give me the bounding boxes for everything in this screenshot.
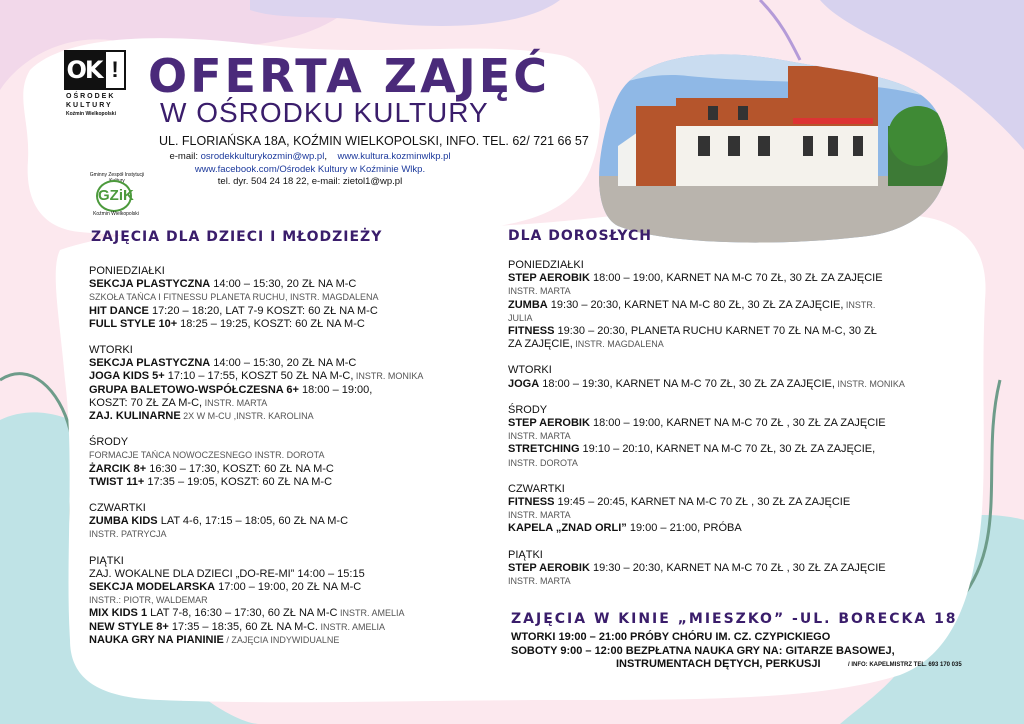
activity-name: KAPELA „ZNAD ORLI” [508,522,627,535]
day-group [89,555,423,647]
activity-details: ZA ZAJĘCIE, [508,338,573,351]
gzik-logo [86,172,144,218]
activity-name: SEKCJA PLASTYCZNA [89,278,211,291]
activity-line [89,410,423,423]
activity-name: FULL STYLE 10+ [89,317,178,330]
day-group [89,265,423,331]
address-line: UL. FLORIAŃSKA 18A, KOŹMIN WIELKOPOLSKI, INFO. TEL. 62/ 721 66 57 [159,134,589,148]
activity-name: ZUMBA [508,298,548,311]
cinema-row [511,645,895,659]
activity-name: ZAJ. KULINARNE [89,410,181,423]
logo-line-1: OŚRODEK [66,93,116,100]
activity-details: 17:10 – 17:55, KOSZT 50 ZŁ NA M-C, [164,370,354,383]
activity-details: 18:00 – 19:30, KARNET NA M-C 70 ZŁ, 30 ZŁ ZA ZAJĘCIE, [539,377,835,390]
activity-line [89,370,423,383]
day-group [508,549,905,589]
activity-details: 18:00 – 19:00, [298,383,373,396]
activity-line [508,325,905,338]
activity-line [89,318,423,331]
activity-note: INSTR. MONIKA [834,378,905,389]
activity-name: FITNESS [508,325,555,338]
day-label: ŚRODY [508,403,548,416]
activity-line [89,607,423,620]
activity-name: SEKCJA PLASTYCZNA [89,357,211,370]
activity-details: 16:30 – 17:30, KOSZT: 60 ZŁ NA M-C [146,462,334,475]
day-group [89,436,423,489]
activity-details: 14:00 – 15:30, 20 ZŁ NA M-C [210,357,357,370]
activity-details: 19:10 – 20:10, KARNET NA M-C 70 ZŁ, 30 ZŁ ZA ZAJĘCIE, [579,443,876,456]
activity-note: INSTR. AMELIA [337,608,405,619]
day-group [508,364,905,390]
activity-line [508,338,905,351]
activity-details: 14:00 – 15:30, 20 ZŁ NA M-C [210,278,357,291]
activity-line [89,384,423,397]
day-label: CZWARTKI [89,502,146,515]
activity-line [508,522,905,535]
activity-line [89,634,423,647]
activity-line [508,417,905,430]
cinema-row-day: SOBOTY [511,644,558,657]
activity-note: INSTR. MARTA [508,576,571,587]
activity-name: ZUMBA KIDS [89,515,158,528]
activity-line [89,528,423,541]
activity-line [508,562,905,575]
activity-name: ŻARCIK 8+ [89,462,147,475]
activity-line [508,496,905,509]
activity-name: TWIST 11+ [89,475,145,488]
activity-line [508,457,905,470]
cinema-schedule [511,631,895,672]
activity-details: 17:35 – 19:05, KOSZT: 60 ZŁ NA M-C [144,475,333,488]
activity-details: 19:00 – 21:00, PRÓBA [626,522,742,535]
activity-line [89,594,423,607]
activity-details: 18:00 – 19:00, KARNET NA M-C 70 ZŁ, 30 ZŁ ZA ZAJĘCIE [589,272,883,285]
activity-note: INSTR. [843,299,876,310]
day-group [508,483,905,536]
activity-details: LAT 4-6, 17:15 – 18:05, 60 ZŁ NA M-C [157,515,349,528]
activity-name: FITNESS [508,496,555,509]
activity-line [89,291,423,304]
phone-line: tel. dyr. 504 24 18 22, e-mail: zietol1@wp.pl [217,176,403,187]
activity-details: LAT 7-8, 16:30 – 17:30, 60 ZŁ NA M-C [147,607,338,620]
activity-name: SEKCJA MODELARSKA [89,581,216,594]
activity-line [508,575,905,588]
day-label: CZWARTKI [508,482,565,495]
activity-details: 19:30 – 20:30, KARNET NA M-C 80 ZŁ, 30 ZŁ ZA ZAJĘCIE, [547,298,844,311]
activity-line [89,357,423,370]
adults-schedule [508,259,905,601]
activity-line [89,581,423,594]
activity-note: INSTR. PATRYCJA [89,529,167,540]
activity-line [89,397,423,410]
activity-name: HIT DANCE [89,304,149,317]
activity-name: NEW STYLE 8+ [89,620,169,633]
cinema-row-text: 9:00 – 12:00 BEZPŁATNA NAUKA GRY NA: GITARZE BASOWEJ, [557,644,895,657]
activity-line [508,272,905,285]
activity-note: INSTR. MARTA [202,397,268,408]
day-group [89,502,423,542]
activity-line [89,568,423,581]
activity-details: 19:30 – 20:30, KARNET NA M-C 70 ZŁ , 30 ZŁ ZA ZAJĘCIE [589,561,886,574]
activity-name: STEP AEROBIK [508,417,590,430]
activity-name: STRETCHING [508,443,580,456]
contact-block: e-mail: osrodekkulturykozmin@wp.pl, www.kultura.kozminwlkp.pl www.facebook.com/Ośrodek Kultury w Koźminie Wlkp. tel. dyr. 504 24 18 22, e-mail: zietol1@wp.pl [140,151,480,189]
activity-note: INSTR. MAGDALENA [572,339,664,350]
activity-name: NAUKA GRY NA PIANINIE [89,633,224,646]
activity-note: INSTR.: PIOTR, WALDEMAR [89,595,208,606]
activity-note: INSTR. DOROTA [508,457,578,468]
activity-details: 19:45 – 20:45, KARNET NA M-C 70 ZŁ , 30 ZŁ ZA ZAJĘCIE [554,496,851,509]
activity-line [508,378,905,391]
activity-line [508,285,905,298]
logo-ok-mark: OK [64,50,104,90]
adults-heading: DLA DOROSŁYCH [508,228,652,244]
day-group [508,259,905,351]
activity-line [89,476,423,489]
day-label: WTORKI [89,344,133,357]
cinema-row [511,631,895,645]
day-label: PONIEDZIAŁKI [508,259,584,271]
email-link[interactable]: osrodekkulturykozmin@wp.pl [200,151,325,162]
activity-line [508,509,905,522]
activity-line [89,621,423,634]
activity-line [508,430,905,443]
activity-note: INSTR. MARTA [508,431,571,442]
cinema-info: / INFO: KAPELMISTRZ TEL. 693 170 035 [848,662,962,668]
day-label: PONIEDZIAŁKI [89,265,165,277]
activity-line [89,515,423,528]
activity-name: MIX KIDS 1 [89,607,148,620]
activity-details: 17:35 – 18:35, 60 ZŁ NA M-C. [168,620,318,633]
day-group [89,344,423,423]
activity-name: JOGA [508,377,540,390]
logo-exclamation: ! [104,50,126,90]
activity-name: STEP AEROBIK [508,272,590,285]
ok-logo [64,50,126,120]
gzik-top-text: Gminny Zespół Instytucji Kultury [89,172,145,184]
activity-line [508,443,905,456]
facebook-link[interactable]: www.facebook.com/Ośrodek Kultury w Koźminie Wlkp. [194,163,426,175]
gzik-bottom-text: Koźmin Wielkopolski [93,211,139,217]
day-label: ŚRODY [89,436,129,449]
activity-details: 19:30 – 20:30, PLANETA RUCHU KARNET 70 ZŁ NA M-C, 30 ZŁ [554,325,877,338]
activity-line [508,312,905,325]
activity-note: JULIA [508,312,533,323]
page-subtitle: W OŚRODKU KULTURY [160,97,489,128]
activity-line [89,278,423,291]
kids-schedule [89,265,423,660]
kids-heading: ZAJĘCIA DLA DZIECI I MŁODZIEŻY [91,229,383,245]
day-label: WTORKI [508,364,552,377]
cinema-row-text: 19:00 – 21:00 PRÓBY CHÓRU IM. CZ. CZYPICKIEGO [555,631,831,643]
activity-note: / ZAJĘCIA INDYWIDUALNE [223,634,340,645]
activity-name: STEP AEROBIK [508,561,590,574]
page-title: OFERTA ZAJĘĆ [148,49,550,103]
gzik-mark: GZiK [96,180,132,212]
activity-line [89,463,423,476]
activity-name: GRUPA BALETOWO-WSPÓŁCZESNA 6+ [89,383,299,396]
day-label: PIĄTKI [89,554,124,567]
activity-note: INSTR. AMELIA [317,621,386,632]
logo-line-2: KULTURY [66,102,113,109]
email-label: e-mail: [169,151,201,162]
activity-name: JOGA KIDS 5+ [89,370,165,383]
activity-details: KOSZT: 70 ZŁ ZA M-C, [89,396,203,409]
building-photo [588,36,952,244]
activity-note: INSTR. MARTA [508,286,571,297]
activity-note: INSTR. MARTA [508,510,571,521]
day-group [508,404,905,470]
activity-details: 18:00 – 19:00, KARNET NA M-C 70 ZŁ , 30 ZŁ ZA ZAJĘCIE [589,417,886,430]
activity-details: 17:20 – 18:20, LAT 7-9 KOSZT: 60 ZŁ NA M-C [148,304,378,317]
cinema-row-day: WTORKI [511,631,556,643]
activity-note: SZKOŁA TAŃCA I FITNESSU PLANETA RUCHU, INSTR. MAGDALENA [89,292,379,303]
activity-note: INSTR. MONIKA [353,371,424,382]
activity-line [89,449,423,462]
activity-line [89,305,423,318]
activity-note: FORMACJE TAŃCA NOWOCZESNEGO INSTR. DOROTA [89,450,325,461]
activity-details: 17:00 – 19:00, 20 ZŁ NA M-C [215,581,362,594]
logo-line-3: Koźmin Wielkopolski [66,111,116,117]
activity-details: ZAJ. WOKALNE DLA DZIECI „DO-RE-MI” 14:00 – 15:15 [89,567,365,580]
cinema-heading: ZAJĘCIA W KINIE „MIESZKO” -UL. BORECKA 18 [511,611,958,627]
cinema-row [511,658,895,672]
activity-line [508,299,905,312]
website-link[interactable]: www.kultura.kozminwlkp.pl [337,151,451,162]
activity-details: 18:25 – 19:25, KOSZT: 60 ZŁ NA M-C [177,317,365,330]
day-label: PIĄTKI [508,548,543,561]
activity-note: 2X W M-CU ,INSTR. KAROLINA [180,411,314,422]
cinema-row-text: INSTRUMENTACH DĘTYCH, PERKUSJI [616,658,821,670]
